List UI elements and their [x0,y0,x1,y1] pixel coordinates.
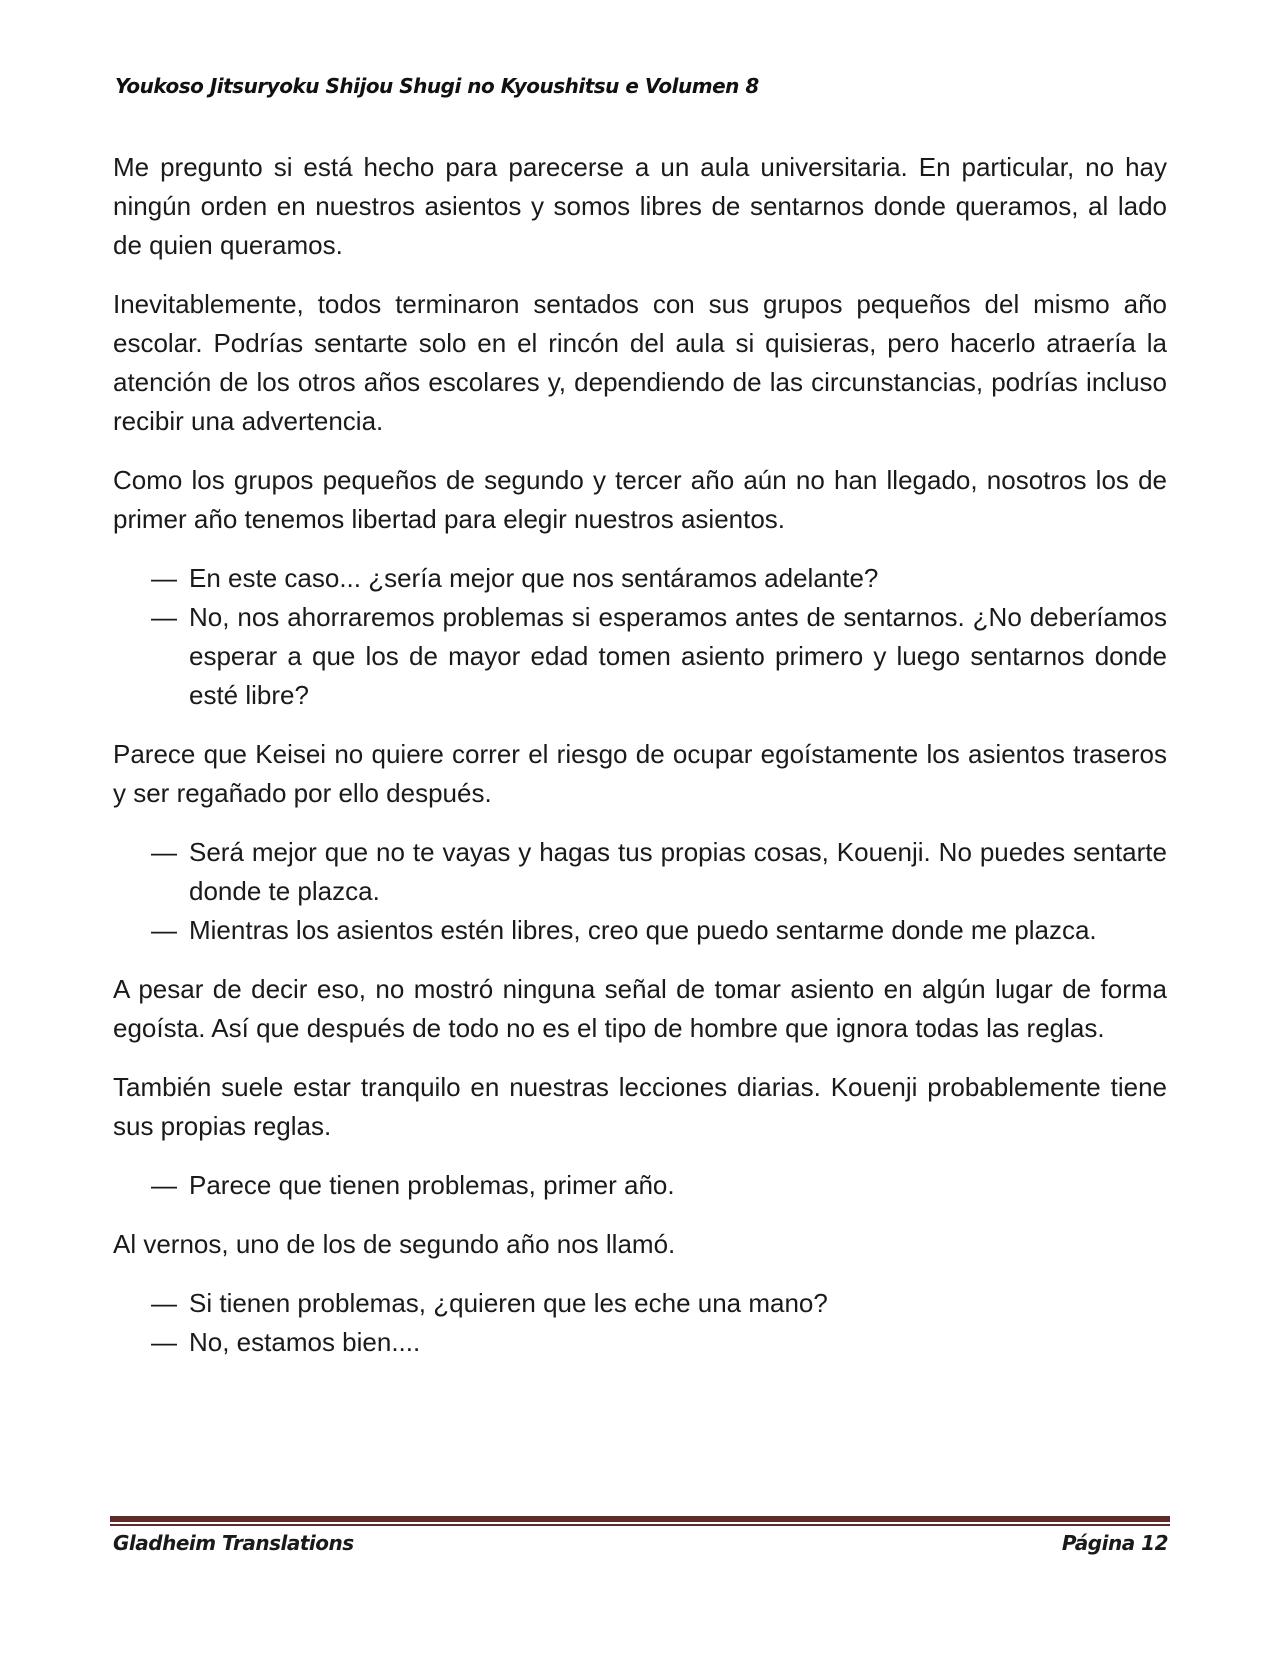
dialogue-dash: — [151,1288,177,1318]
paragraph: A pesar de decir eso, no mostró ninguna señal de tomar asiento en algún lugar de forma egoísta. Así que después de todo no es el tipo de hombre que ignora todas las reglas. [113,974,1167,1043]
dialogue-text: No, nos ahorraremos problemas si esperamos antes de sentarnos. ¿No deberíamos esperar a que los de mayor edad tomen asiento primero y luego sentarnos donde esté libre? [189,602,1167,710]
footer-rule [110,1516,1170,1524]
dialogue-text: Será mejor que no te vayas y hagas tus propias cosas, Kouenji. No puedes sentarte donde te plazca. [189,837,1167,906]
paragraph: Al vernos, uno de los de segundo año nos llamó. [113,1229,676,1259]
dialogue-dash: — [151,1327,177,1357]
dialogue-line [113,833,1167,911]
dialogue-dash: — [151,915,177,945]
dialogue-text: En este caso... ¿sería mejor que nos sentáramos adelante? [189,563,879,593]
dialogue-line [113,1323,1167,1362]
page-body [113,148,1167,1382]
dialogue-line [113,911,1167,950]
dialogue-dash: — [151,563,177,593]
dialogue-line [113,559,1167,598]
page-number: Página 12 [1061,1531,1168,1555]
paragraph: Parece que Keisei no quiere correr el riesgo de ocupar egoístamente los asientos traseros y ser regañado por ello después. [113,739,1167,808]
footer-translator: Gladheim Translations [113,1531,354,1555]
paragraph: Me pregunto si está hecho para parecerse a un aula universitaria. En particular, no hay ningún orden en nuestros asientos y somos libres de sentarnos donde queramos, al lado de quien queramos. [113,152,1167,260]
footer-rule-thin [110,1524,1170,1526]
paragraph: También suele estar tranquilo en nuestras lecciones diarias. Kouenji probablemente tiene sus propias reglas. [113,1072,1167,1141]
dialogue-text: No, estamos bien.... [189,1327,421,1357]
dialogue-dash: — [151,602,177,632]
dialogue-text: Parece que tienen problemas, primer año. [189,1170,675,1200]
dialogue-line [113,598,1167,715]
dialogue-dash: — [151,837,177,867]
dialogue-line [113,1166,1167,1205]
running-header: Youkoso Jitsuryoku Shijou Shugi no Kyoushitsu e Volumen 8 [115,74,759,98]
dialogue-block [113,1284,1167,1362]
dialogue-text: Si tienen problemas, ¿quieren que les eche una mano? [189,1288,828,1318]
paragraph: Inevitablemente, todos terminaron sentados con sus grupos pequeños del mismo año escolar. Podrías sentarte solo en el rincón del aula si quisieras, pero hacerlo atraería la atención de los otros años escolares y, dependiendo de las circunstancias, podrías incluso recibir una advertencia. [113,289,1167,436]
dialogue-dash: — [151,1170,177,1200]
dialogue-line [113,1284,1167,1323]
dialogue-block [113,833,1167,950]
dialogue-block [113,559,1167,715]
dialogue-block [113,1166,1167,1205]
dialogue-text: Mientras los asientos estén libres, creo que puedo sentarme donde me plazca. [189,915,1097,945]
paragraph: Como los grupos pequeños de segundo y tercer año aún no han llegado, nosotros los de primer año tenemos libertad para elegir nuestros asientos. [113,465,1167,534]
